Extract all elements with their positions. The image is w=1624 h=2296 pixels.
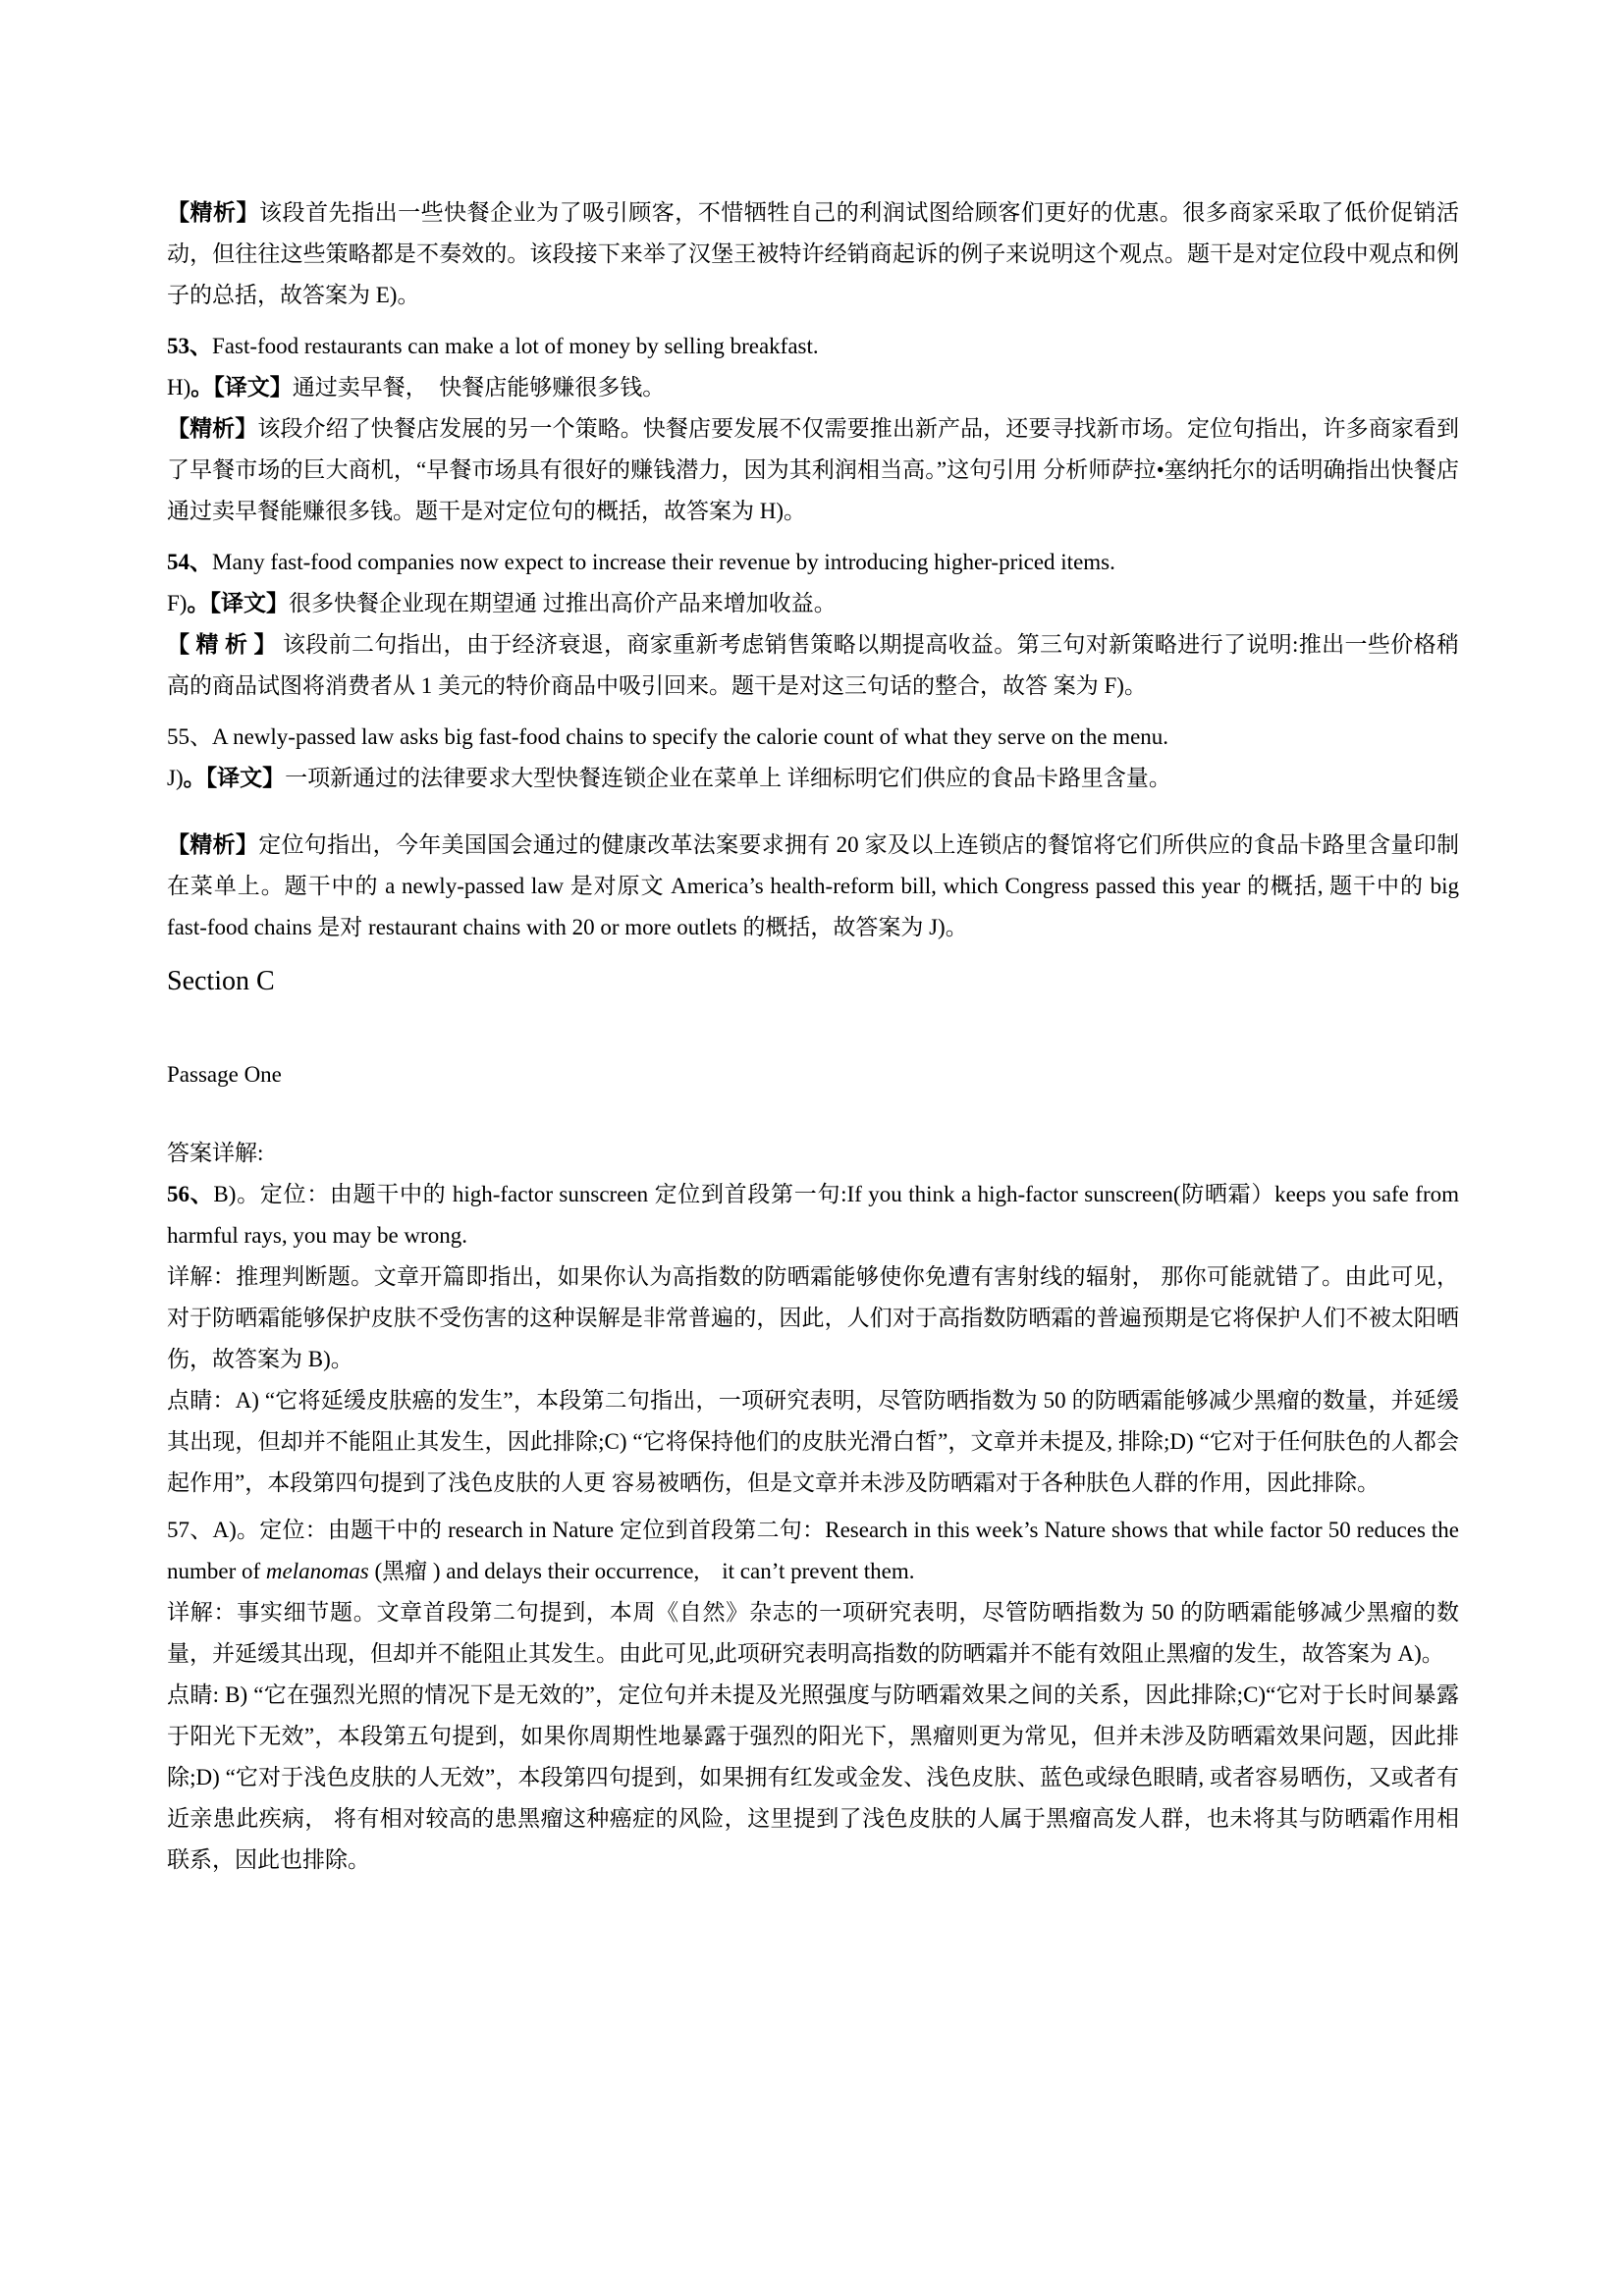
text-run: 。【译文】 xyxy=(190,375,293,400)
text-run: 【 精 析 】 xyxy=(167,632,283,657)
question-57-location xyxy=(167,1510,1459,1592)
question-55 xyxy=(167,717,1459,758)
text-run: Section C xyxy=(167,966,275,996)
question-57-explanation xyxy=(167,1592,1459,1675)
text-run: 该段前二句指出，由于经济衰退，商家重新考虑销售策略以期提高收益。第三句对新策略进行了说明:推出一些价格稍高的商品试图将消费者从 1 美元的特价商品中吸引回来。题干是对这三句话的整合，故答 案为 F)。 xyxy=(167,632,1460,698)
text-run: 定位句指出，今年美国国会通过的健康改革法案要求拥有 20 家及以上连锁店的餐馆将它们所供应的食品卡路里含量印制在菜单上。题干中的 a newly-passed law 是对原文 America’s health-reform bill, which Congress passed this year 的概括, 题干中的 big fast-food chains 是对 restaurant chains with 20 or more outlets 的概括，故答案为 J)。 xyxy=(167,832,1460,939)
text-run: Passage One xyxy=(167,1062,282,1087)
question-56-location xyxy=(167,1174,1459,1256)
text-run: B)。定位：由题干中的 high-factor sunscreen 定位到首段第一句:If you think a high-factor sunscreen(防晒霜）keeps you safe from harmful rays, you may be wrong. xyxy=(167,1182,1460,1248)
analysis-question-55 xyxy=(167,825,1459,948)
analysis-question-52 xyxy=(167,192,1459,316)
text-run: 详解：事实细节题。文章首段第二句提到，本周《自然》杂志的一项研究表明，尽管防晒指数为 50 的防晒霜能够减少黑瘤的数量，并延缓其出现，但却并不能阻止其发生。由此可见,此项研究表明高指数的防晒霜并不能有效阻止黑瘤的发生，故答案为 A)。 xyxy=(167,1600,1459,1666)
translation-55 xyxy=(167,758,1459,799)
text-run: 很多快餐企业现在期望通 过推出高价产品来增加收益。 xyxy=(288,591,837,615)
question-56-explanation xyxy=(167,1256,1459,1380)
text-run: 54、 xyxy=(167,550,212,574)
question-53 xyxy=(167,326,1459,367)
question-56-tips xyxy=(167,1380,1459,1504)
text-run: 一项新通过的法律要求大型快餐连锁企业在菜单上 详细标明它们供应的食品卡路里含量。 xyxy=(285,766,1171,790)
text-run: F) xyxy=(167,591,188,615)
text-run: 57、A)。定位：由题干中的 research in Nature 定位到首段第二句：Research in this week’s Nature shows that while factor 50 reduces the number of xyxy=(167,1518,1459,1583)
analysis-question-53 xyxy=(167,408,1459,532)
text-run: Fast-food restaurants can make a lot of money by selling breakfast. xyxy=(212,334,819,358)
text-run: 【精析】 xyxy=(167,416,258,441)
section-c-heading xyxy=(167,956,1459,1007)
text-run: Many fast-food companies now expect to increase their revenue by introducing higher-priced items. xyxy=(212,550,1115,574)
text-run: 点睛: B) “它在强烈光照的情况下是无效的”，定位句并未提及光照强度与防晒霜效果之间的关系，因此排除;C)“它对于长时间暴露于阳光下无效”，本段第五句提到，如果你周期性地暴露于强烈的阳光下，黑瘤则更为常见，但并未涉及防晒霜效果问题，因此排除;D) “它对于浅色皮肤的人无效”，本段第四句提到，如果拥有红发或金发、浅色皮肤、蓝色或绿色眼睛, 或者容易晒伤，又或者有近亲患此疾病， 将有相对较高的患黑瘤这种癌症的风险，这里提到了浅色皮肤的人属于黑瘤高发人群，也未将其与防晒霜作用相联系，因此也排除。 xyxy=(167,1682,1459,1872)
text-run: 56、 xyxy=(167,1182,214,1206)
text-run: 该段介绍了快餐店发展的另一个策略。快餐店要发展不仅需要推出新产品，还要寻找新市场。定位句指出，许多商家看到了早餐市场的巨大商机，“早餐市场具有很好的赚钱潜力，因为其利润相当高。”这句引用 分析师萨拉•塞纳托尔的话明确指出快餐店通过卖早餐能赚很多钱。题干是对定位句的概括，故答案为 H)。 xyxy=(167,416,1460,523)
text-run: 55、A newly-passed law asks big fast-food chains to specify the calorie count of what they serve on the menu. xyxy=(167,724,1169,749)
text-run: 【精析】 xyxy=(167,832,259,857)
text-run: 该段首先指出一些快餐企业为了吸引顾客，不惜牺牲自己的利润试图给顾客们更好的优惠。很多商家采取了低价促销活动，但往往这些策略都是不奏效的。该段接下来举了汉堡王被特许经销商起诉的例子来说明这个观点。题干是对定位段中观点和例子的总括，故答案为 E)。 xyxy=(167,200,1460,307)
question-57-tips xyxy=(167,1675,1459,1881)
text-run: 详解：推理判断题。文章开篇即指出，如果你认为高指数的防晒霜能够使你免遭有害射线的辐射， 那你可能就错了。由此可见，对于防晒霜能够保护皮肤不受伤害的这种误解是非常普遍的，因此，人们对于高指数防晒霜的普遍预期是它将保护人们不被太阳晒伤，故答案为 B)。 xyxy=(167,1264,1459,1371)
text-run: 答案详解: xyxy=(167,1141,264,1165)
document-page xyxy=(167,192,1459,1881)
text-run: H) xyxy=(167,375,191,400)
text-run: melanomas xyxy=(265,1559,369,1583)
answer-details-label xyxy=(167,1133,1459,1174)
text-run: 【精析】 xyxy=(167,200,260,225)
translation-54 xyxy=(167,583,1459,624)
text-run: 通过卖早餐， 快餐店能够赚很多钱。 xyxy=(292,375,666,400)
text-run: 53、 xyxy=(167,334,212,358)
translation-53 xyxy=(167,367,1459,408)
text-run: 。【译文】 xyxy=(183,766,286,790)
passage-one-heading xyxy=(167,1054,1459,1095)
analysis-question-54 xyxy=(167,624,1459,707)
question-54 xyxy=(167,542,1459,583)
text-run: 点睛：A) “它将延缓皮肤癌的发生”，本段第二句指出，一项研究表明，尽管防晒指数为 50 的防晒霜能够减少黑瘤的数量，并延缓其出现，但却并不能阻止其发生，因此排除;C) “它将保持他们的皮肤光滑白皙”，文章并未提及, 排除;D) “它对于任何肤色的人都会起作用”，本段第四句提到了浅色皮肤的人更 容易被晒伤，但是文章并未涉及防晒霜对于各种肤色人群的作用，因此排除。 xyxy=(167,1388,1459,1495)
text-run: 。【译文】 xyxy=(187,591,289,615)
text-run: (黑瘤 ) and delays their occurrence, it can’t prevent them. xyxy=(368,1559,915,1583)
text-run: J) xyxy=(167,766,184,790)
